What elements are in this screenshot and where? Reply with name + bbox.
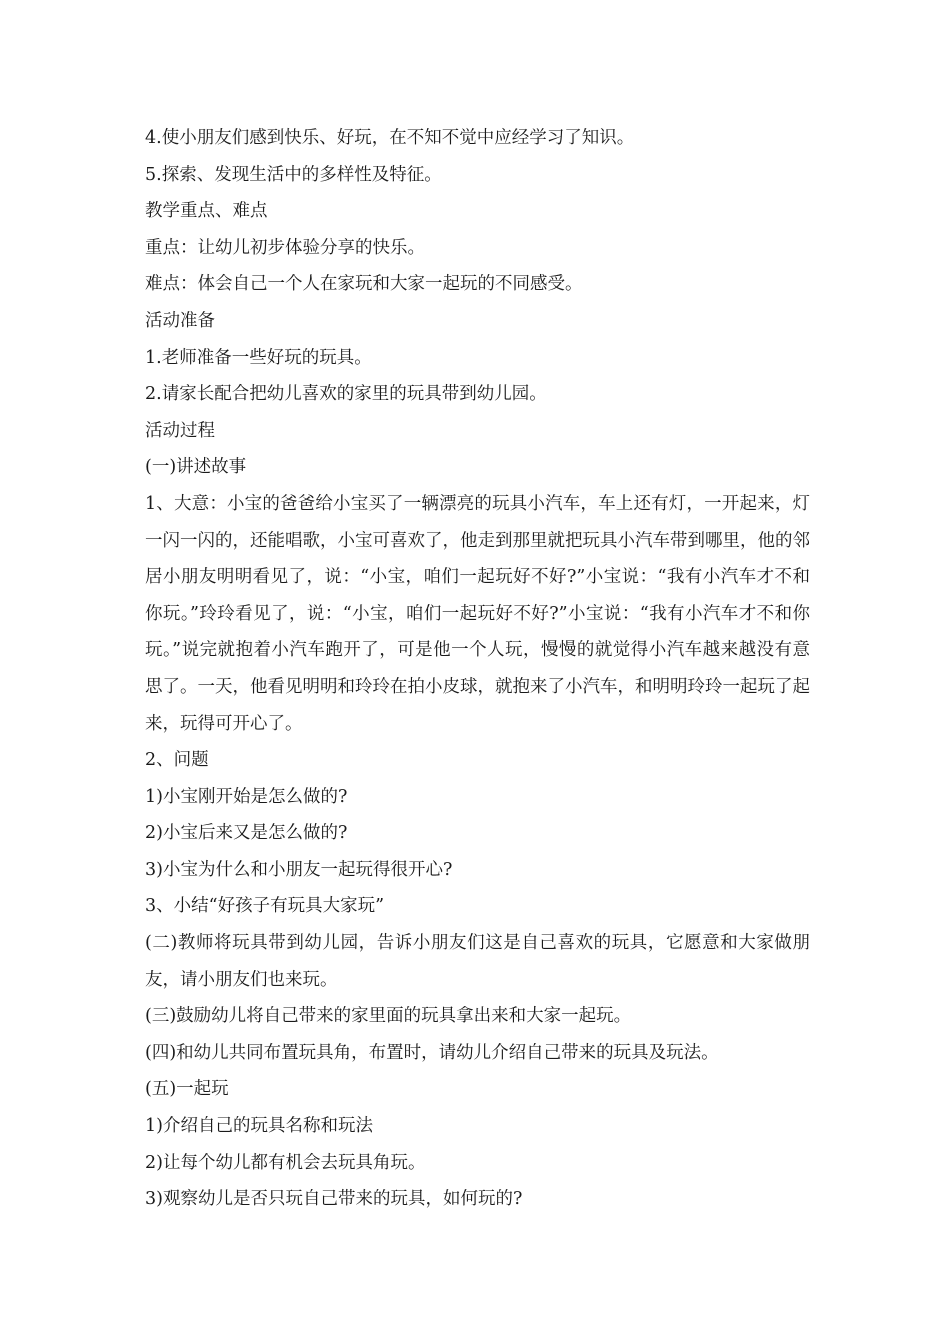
document-body: [145, 120, 810, 1218]
objective-4: 4.使小朋友们感到快乐、好玩，在不知不觉中应经学习了知识。: [145, 128, 635, 148]
questions-heading: 2、问题: [145, 750, 209, 771]
step-2-paragraph: (二)教师将玩具带到幼儿园，告诉小朋友们这是自己喜欢的玩具，它愿意和大家做朋友，请小朋友们也来玩。: [145, 933, 810, 990]
question-3: 3)小宝为什么和小朋友一起玩得很开心?: [145, 859, 453, 880]
step-5-heading: (五)一起玩: [145, 1079, 229, 1100]
summary: 3、小结“好孩子有玩具大家玩”: [145, 896, 385, 917]
play-item-1: 1)介绍自己的玩具名称和玩法: [145, 1116, 373, 1137]
heading-preparation: 活动准备: [145, 310, 215, 331]
step-4: (四)和幼儿共同布置玩具角，布置时，请幼儿介绍自己带来的玩具及玩法。: [145, 1042, 719, 1063]
step-3: (三)鼓励幼儿将自己带来的家里面的玩具拿出来和大家一起玩。: [145, 1006, 632, 1027]
difficult-point: 难点：体会自己一个人在家玩和大家一起玩的不同感受。: [145, 274, 583, 295]
play-item-2: 2)让每个幼儿都有机会去玩具角玩。: [145, 1152, 426, 1173]
preparation-2: 2.请家长配合把幼儿喜欢的家里的玩具带到幼儿园。: [145, 384, 547, 405]
key-point: 重点：让幼儿初步体验分享的快乐。: [145, 237, 425, 258]
step-1-heading: (一)讲述故事: [145, 457, 247, 478]
play-item-3: 3)观察幼儿是否只玩自己带来的玩具，如何玩的?: [145, 1189, 523, 1210]
question-1: 1)小宝刚开始是怎么做的?: [145, 786, 348, 807]
heading-process: 活动过程: [145, 420, 215, 441]
story-paragraph: 1、大意：小宝的爸爸给小宝买了一辆漂亮的玩具小汽车，车上还有灯，一开起来，灯一闪一闪的，还能唱歌，小宝可喜欢了，他走到那里就把玩具小汽车带到哪里，他的邻居小朋友明明看见了，说：“小宝，咱们一起玩好不好?”小宝说：“我有小汽车才不和你玩。”玲玲看见了，说：“小宝，咱们一起玩好不好?”小宝说：“我有小汽车才不和你玩。”说完就抱着小汽车跑开了，可是他一个人玩，慢慢的就觉得小汽车越来越没有意思了。一天，他看见明明和玲玲在拍小皮球，就抱来了小汽车，和明明玲玲一起玩了起来，玩得可开心了。: [145, 493, 810, 734]
heading-key-points: 教学重点、难点: [145, 201, 268, 222]
preparation-1: 1.老师准备一些好玩的玩具。: [145, 347, 372, 368]
question-2: 2)小宝后来又是怎么做的?: [145, 823, 348, 844]
objective-5: 5.探索、发现生活中的多样性及特征。: [145, 164, 442, 185]
